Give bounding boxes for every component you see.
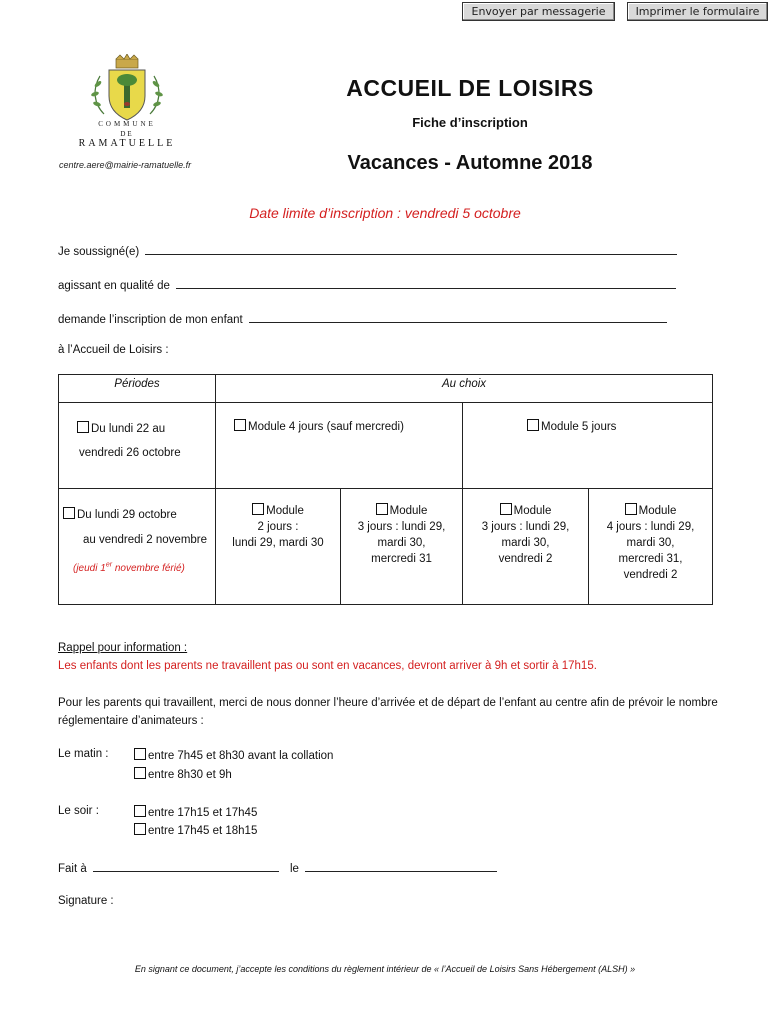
page-subtitle: Fiche d’inscription bbox=[412, 115, 528, 130]
period-1-checkbox[interactable] bbox=[77, 421, 89, 433]
accueil-label: à l’Accueil de Loisirs : bbox=[58, 344, 169, 356]
p2-module-3j-b-checkbox[interactable] bbox=[500, 503, 512, 515]
demande-label: demande l’inscription de mon enfant bbox=[58, 314, 243, 326]
commune-de-label: DE bbox=[120, 130, 134, 138]
town-name: RAMATUELLE bbox=[78, 138, 176, 149]
p2-module-3j-a-title: Module bbox=[389, 505, 428, 517]
p2-module-3j-b-title: Module bbox=[513, 505, 552, 517]
p2-module-3j-a-cell: Module 3 jours : lundi 29, mardi 30, mercredi 31 bbox=[341, 489, 463, 605]
season-title: Vacances - Automne 2018 bbox=[347, 152, 593, 174]
qualite-field[interactable] bbox=[176, 278, 676, 289]
qualite-label: agissant en qualité de bbox=[58, 280, 170, 292]
p1-module-4-checkbox[interactable] bbox=[234, 419, 246, 431]
date-field[interactable] bbox=[305, 861, 497, 872]
matin-option-1: entre 7h45 et 8h30 avant la collation bbox=[134, 748, 333, 762]
col-periodes-header: Périodes bbox=[59, 375, 216, 403]
fait-row bbox=[58, 861, 497, 875]
send-email-button[interactable]: Envoyer par messagerie bbox=[462, 2, 615, 21]
soussigne-row bbox=[58, 244, 677, 258]
p2-module-3j-b-cell: Module 3 jours : lundi 29, mardi 30, vendredi 2 bbox=[463, 489, 589, 605]
period-2-checkbox[interactable] bbox=[63, 507, 75, 519]
soir-option-1-checkbox[interactable] bbox=[134, 805, 146, 817]
period-1-cell bbox=[59, 403, 216, 489]
soir-option-1: entre 17h15 et 17h45 bbox=[134, 805, 257, 819]
period-1-line1: Du lundi 22 au bbox=[91, 423, 166, 435]
child-name-field[interactable] bbox=[249, 312, 667, 323]
period-2-line2: au vendredi 2 novembre bbox=[83, 534, 208, 546]
period-1-line2: vendredi 26 octobre bbox=[79, 447, 181, 459]
p1-option-b-cell bbox=[463, 403, 713, 489]
demande-row bbox=[58, 312, 667, 326]
col-choix-header: Au choix bbox=[216, 375, 713, 403]
periods-table bbox=[58, 374, 713, 605]
print-form-button[interactable]: Imprimer le formulaire bbox=[627, 2, 768, 21]
qualite-row bbox=[58, 278, 676, 292]
contact-email: centre.aere@mairie-ramatuelle.fr bbox=[59, 160, 192, 170]
p2-module-4j-cell: Module 4 jours : lundi 29, mardi 30, mercredi 31, vendredi 2 bbox=[589, 489, 713, 605]
commune-label: COMMUNE bbox=[98, 120, 156, 128]
deadline-notice: Date limite d’inscription : vendredi 5 octobre bbox=[249, 205, 521, 221]
p2-module-2j-title: Module bbox=[266, 505, 304, 517]
le-label: le bbox=[289, 863, 299, 875]
p2-module-4j-title: Module bbox=[638, 505, 677, 517]
footer-note: En signant ce document, j’accepte les conditions du règlement intérieur de « l’Accueil de Loisirs Sans Hébergement (ALSH) » bbox=[134, 964, 636, 974]
rappel-red-notice: Les enfants dont les parents ne travaillent pas ou sont en vacances, devront arriver à 9h et sortir à 17h15. bbox=[58, 660, 597, 672]
matin-label: Le matin : bbox=[58, 748, 109, 760]
period-2-holiday-note: (jeudi 1er novembre férié) bbox=[73, 562, 185, 575]
matin-option-1-checkbox[interactable] bbox=[134, 748, 146, 760]
soussigne-field[interactable] bbox=[145, 244, 677, 255]
soir-option-2-checkbox[interactable] bbox=[134, 823, 146, 835]
page-title: ACCUEIL DE LOISIRS bbox=[346, 75, 594, 101]
rappel-paragraph: Pour les parents qui travaillent, merci de nous donner l’heure d’arrivée et de départ de l’enfant au centre afin de prévoir le nombre réglementaire d’animateurs : bbox=[58, 697, 718, 727]
p1-option-a-cell bbox=[216, 403, 463, 489]
p2-module-4j-checkbox[interactable] bbox=[625, 503, 637, 515]
soir-label: Le soir : bbox=[58, 805, 99, 817]
p2-module-2j-cell: Module 2 jours : lundi 29, mardi 30 bbox=[216, 489, 341, 605]
p1-module-5-checkbox[interactable] bbox=[527, 419, 539, 431]
fait-field[interactable] bbox=[93, 861, 279, 872]
period-2-line1: Du lundi 29 octobre bbox=[77, 509, 177, 521]
p2-module-3j-a-checkbox[interactable] bbox=[376, 503, 388, 515]
matin-option-2-checkbox[interactable] bbox=[134, 767, 146, 779]
fait-label: Fait à bbox=[58, 863, 87, 875]
soir-option-2: entre 17h45 et 18h15 bbox=[134, 823, 257, 837]
soussigne-label: Je soussigné(e) bbox=[58, 246, 140, 258]
p1-module-4-label: Module 4 jours (sauf mercredi) bbox=[248, 421, 404, 433]
period-2-cell bbox=[59, 489, 216, 605]
matin-option-2: entre 8h30 et 9h bbox=[134, 767, 232, 781]
p2-module-2j-checkbox[interactable] bbox=[252, 503, 264, 515]
signature-label: Signature : bbox=[58, 895, 114, 907]
p1-module-5-label: Module 5 jours bbox=[541, 421, 617, 433]
rappel-heading: Rappel pour information : bbox=[58, 642, 188, 654]
